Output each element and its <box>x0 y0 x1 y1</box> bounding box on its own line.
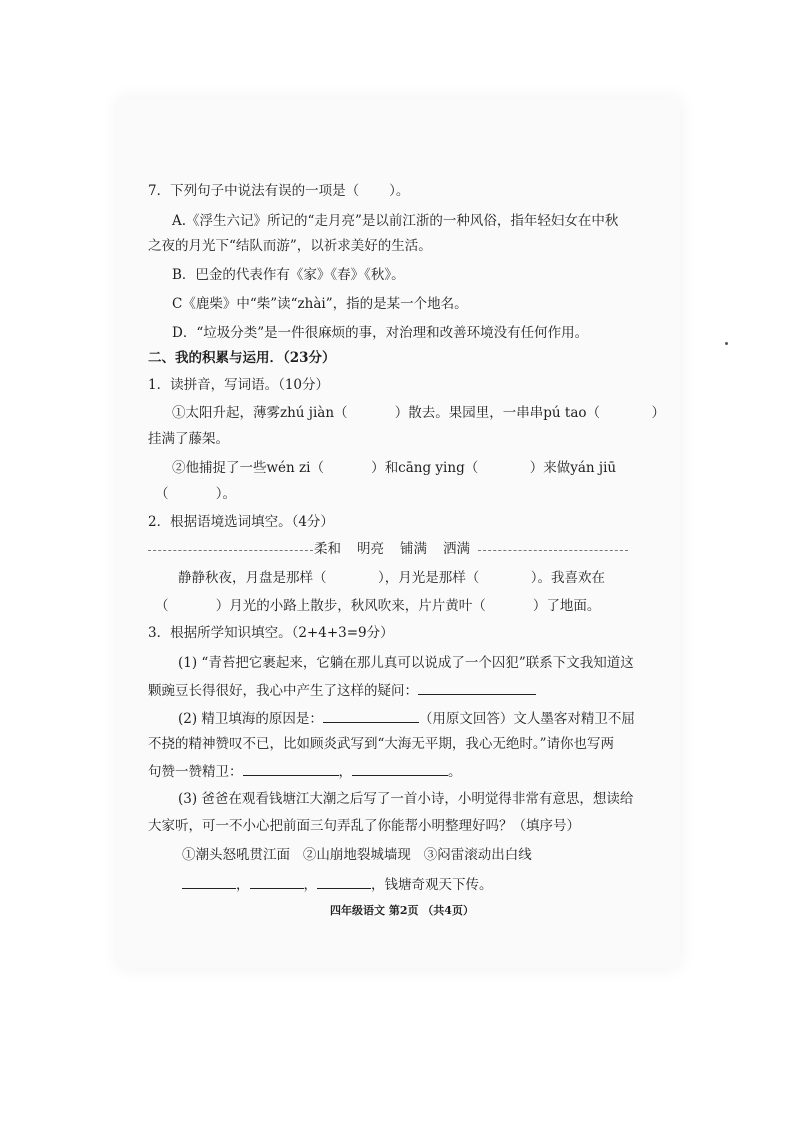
q3-2-line1: (2) 精卫填海的原因是： （用原文回答）文人墨客对精卫不屈 <box>178 708 635 728</box>
q2-title: 2．根据语境选词填空。（4分） <box>148 514 334 530</box>
answer-blank[interactable]: （ ） <box>313 570 385 586</box>
q3-3-options: ①潮头怒吼贯江面 ②山崩地裂城墙现 ③闷雷滚动出白线 <box>182 847 532 863</box>
q7-stem: 7．下列句子中说法有误的一项是（ ）。 <box>148 183 410 199</box>
word-option: 铺满 <box>400 541 427 557</box>
word-box <box>314 540 486 558</box>
bleed-through-text <box>470 178 474 192</box>
word-box-rule-right <box>478 550 628 551</box>
q7-option-b: B．巴金的代表作有《家》《春》《秋》。 <box>172 267 405 283</box>
answer-blank[interactable]: （ ） <box>310 460 385 476</box>
q1-line4: （ ）。 <box>155 486 236 502</box>
q3-1-line1: (1) “青苔把它裹起来，它躺在那儿真可以说成了一个囚犯”联系下文我知道这 <box>178 655 634 671</box>
answer-blank[interactable]: （ ） <box>586 405 665 421</box>
q3-2-line3: 句赞一赞精卫： ， 。 <box>148 761 462 781</box>
q3-1-line2: 颗豌豆长得很好，我心中产生了这样的疑问： <box>148 680 536 700</box>
q3-3-answer: ， ， ，钱塘奇观天下传。 <box>182 874 493 894</box>
q3-2-line2: 不挠的精神赞叹不已，比如顾炎武写到“大海无平期，我心无绝时。”请你也写两 <box>148 736 615 752</box>
q1-line1: ①太阳升起，薄雾zhú jiàn（ ）散去。果园里，一串串pú tao（ ） <box>172 405 665 421</box>
answer-line[interactable] <box>182 874 236 889</box>
answer-line[interactable] <box>317 874 371 889</box>
q2-line2: （ ）月光的小路上散步，秋风吹来，片片黄叶（ ）了地面。 <box>155 598 601 614</box>
q7-option-d: D．“垃圾分类”是一件很麻烦的事，对治理和改善环境没有任何作用。 <box>172 325 589 341</box>
answer-blank[interactable]: （ ） <box>464 460 544 476</box>
q3-title: 3．根据所学知识填空。（2+4+3=9分） <box>148 625 394 641</box>
q7-option-a-line2: 之夜的月光下“结队而游”，以祈求美好的生活。 <box>148 238 432 254</box>
q3-3-line1: (3) 爸爸在观看钱塘江大潮之后写了一首小诗，小明觉得非常有意思，想读给 <box>178 791 634 807</box>
answer-line[interactable] <box>250 874 304 889</box>
answer-line[interactable] <box>243 761 339 776</box>
answer-line[interactable] <box>418 680 536 695</box>
answer-blank[interactable]: （ ） <box>334 405 409 421</box>
q7-option-c: C《鹿柴》中“柴”读“zhài”，指的是某一个地名。 <box>172 296 468 312</box>
word-option: 明亮 <box>357 541 384 557</box>
q1-line2: 挂满了藤架。 <box>148 431 229 447</box>
answer-line[interactable] <box>352 761 448 776</box>
answer-blank[interactable]: （ ） <box>465 570 538 586</box>
answer-line[interactable] <box>323 708 419 723</box>
section2-title: 二、我的积累与运用．（23分） <box>148 350 336 366</box>
q7-option-a-line1: A.《浮生六记》所记的“走月亮”是以前江浙的一种风俗，指年轻妇女在中秋 <box>172 213 619 229</box>
word-box-rule-left <box>148 550 313 551</box>
answer-blank[interactable]: （ ） <box>472 598 547 614</box>
q1-line3: ②他捕捉了一些wén zi（ ）和cāng ying（ ）来做yán jiū <box>172 460 617 476</box>
q2-line1: 静静秋夜，月盘是那样（ ），月光是那样（ ）。我喜欢在 <box>178 570 605 586</box>
q1-title: 1．读拼音，写词语。（10分） <box>148 377 330 393</box>
word-option: 洒满 <box>443 541 470 557</box>
scan-speck <box>725 342 728 345</box>
q3-3-line2: 大家听，可一不小心把前面三句弄乱了你能帮小明整理好吗？（填序号） <box>148 818 580 834</box>
page-footer: 四年级语文 第2页 （共4页） <box>330 904 474 917</box>
answer-blank[interactable]: （ ） <box>155 598 230 614</box>
answer-blank[interactable]: （ ） <box>155 486 223 502</box>
word-option: 柔和 <box>314 541 341 557</box>
